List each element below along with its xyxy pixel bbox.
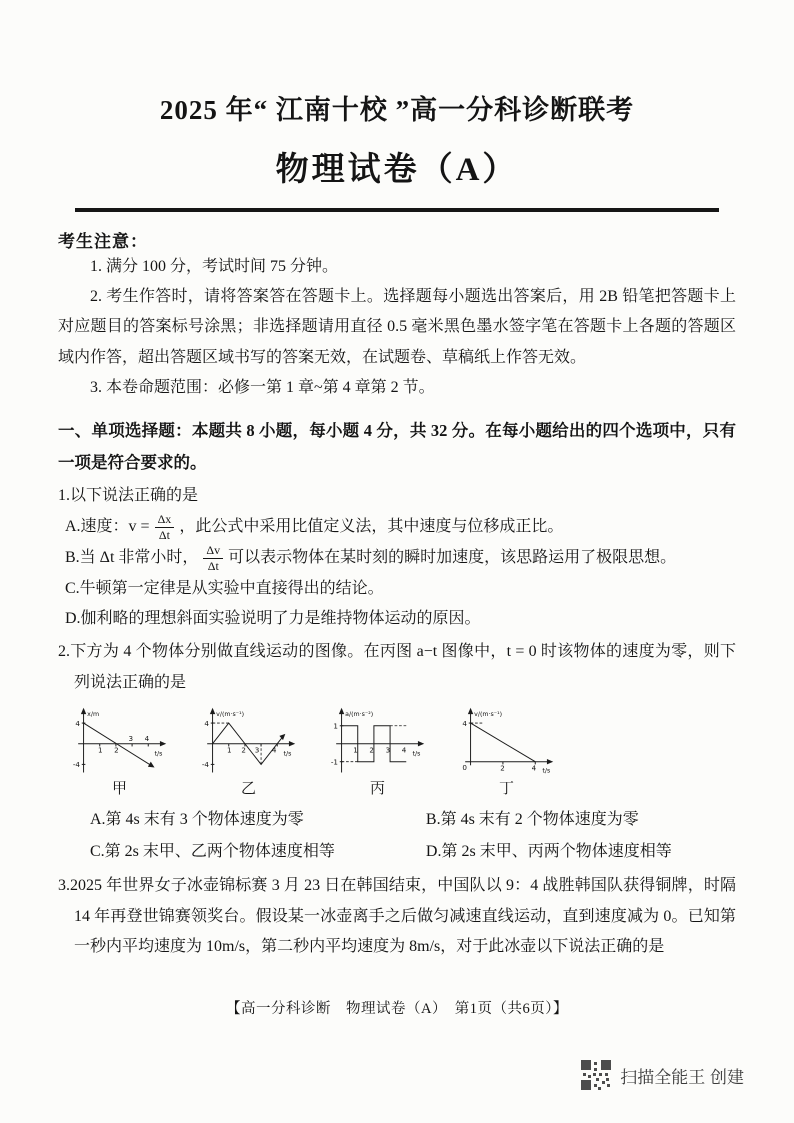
y-axis-label: a/(m·s⁻²) xyxy=(345,710,374,718)
fraction-denominator: Δt xyxy=(207,558,219,573)
q1-option-a-suffix: ，此公式中采用比值定义法，其中速度与位移成正比。 xyxy=(179,517,564,535)
y-axis-label: v/(m·s⁻¹) xyxy=(216,710,245,718)
y-axis-label: x/m xyxy=(87,710,100,718)
q2-options xyxy=(58,804,736,868)
q1-option-a-fraction xyxy=(155,512,175,543)
data-line xyxy=(471,723,536,762)
x-tick: 2 xyxy=(241,745,246,755)
graph-ding-figure xyxy=(449,706,564,776)
y-min-tick: -4 xyxy=(201,760,209,770)
scanner-credit-text: 扫描全能王 创建 xyxy=(620,1067,744,1087)
x-tick: 3 xyxy=(385,745,391,755)
notice-heading: 考生注意： xyxy=(58,231,148,251)
x-tick: 1 xyxy=(97,745,103,755)
q1-option-d: D.伽利略的理想斜面实验说明了力是维持物体运动的原因。 xyxy=(65,609,481,627)
notice-item-3: 3. 本卷命题范围：必修一第 1 章~第 4 章第 2 节。 xyxy=(90,379,435,397)
y-max-tick: 4 xyxy=(462,718,467,728)
y-max-tick: 1 xyxy=(333,721,338,731)
fraction-denominator: Δt xyxy=(158,527,170,542)
q2-option-a: A.第 4s 末有 3 个物体速度为零 xyxy=(90,811,304,829)
x-tick: 1 xyxy=(226,745,232,755)
exam-title: 2025 年“ 江南十校 ”高一分科诊断联考 xyxy=(159,95,635,125)
x-axis-label: t/s xyxy=(542,767,551,775)
title-divider xyxy=(75,208,719,212)
data-line xyxy=(84,723,155,767)
x-tick: 4 xyxy=(271,745,277,755)
graph-ding xyxy=(449,706,564,798)
y-max-tick: 4 xyxy=(75,718,80,728)
question-1-stem: 1.以下说法正确的是 xyxy=(58,487,199,505)
graph-jia-figure xyxy=(62,706,177,776)
y-min-tick: -4 xyxy=(72,760,80,770)
x-tick: 3 xyxy=(254,745,260,755)
exam-subtitle: 物理试卷（A） xyxy=(275,152,519,188)
x-axis-label: t/s xyxy=(154,750,163,758)
x-tick: 2 xyxy=(500,763,505,773)
graph-jia xyxy=(62,706,177,798)
q2-option-c: C.第 2s 末甲、乙两个物体速度相等 xyxy=(90,843,335,861)
graph-ding-label: 丁 xyxy=(498,781,514,798)
q1-option-b-suffix: 可以表示物体在某时刻的瞬时加速度，该思路运用了极限思想。 xyxy=(228,548,677,566)
origin-label: 0 xyxy=(462,762,467,772)
q2-graphs xyxy=(62,706,736,798)
scanner-credit xyxy=(581,1060,744,1090)
y-axis-label: v/(m·s⁻¹) xyxy=(474,710,503,718)
section-1-heading: 一、单项选择题：本题共 8 小题，每小题 4 分，共 32 分。在每小题给出的四个选项中，只有一项是符合要求的。 xyxy=(58,421,736,472)
q2-option-b: B.第 4s 末有 2 个物体速度为零 xyxy=(425,811,639,829)
notice-item-2: 2. 考生作答时，请将答案答在答题卡上。选择题每小题选出答案后，用 2B 铅笔把答题卡上对应题目的答案标号涂黑；非选择题请用直径 0.5 毫米黑色墨水签字笔在答题卡上各题的答题区域内作答，超出答题区域书写的答案无效，在试题卷、草稿纸上作答无效。 xyxy=(58,287,736,366)
x-axis-label: t/s xyxy=(412,750,421,758)
q2-option-d: D.第 2s 末甲、丙两个物体速度相等 xyxy=(425,843,672,861)
notice-item-1: 1. 满分 100 分，考试时间 75 分钟。 xyxy=(90,257,339,275)
x-tick: 2 xyxy=(114,745,119,755)
q1-option-b-fraction xyxy=(203,543,223,574)
x-tick: 4 xyxy=(401,745,407,755)
graph-yi-label: 乙 xyxy=(240,781,256,798)
graph-yi-figure xyxy=(191,706,306,776)
x-axis-label: t/s xyxy=(283,750,292,758)
y-min-tick: -1 xyxy=(330,757,338,767)
graph-bing-label: 丙 xyxy=(369,781,385,798)
question-3-stem: 3.2025 年世界女子冰壶锦标赛 3 月 23 日在韩国结束，中国队以 9：4 战胜韩国队获得铜牌，时隔 14 年再登世锦赛领奖台。假设某一冰壶离手之后做匀减速直线运动，直到速度减为 0。已知第一秒内平均速度为 10m/s，第二秒内平均速度为 8m/s，对于此冰壶以下说法正确的是 xyxy=(58,877,736,955)
graph-bing-figure xyxy=(320,706,435,776)
x-tick: 1 xyxy=(353,745,358,755)
fraction-numerator: Δv xyxy=(203,543,223,559)
x-tick: 3 xyxy=(128,734,134,744)
graph-jia-label: 甲 xyxy=(111,781,127,798)
question-2-stem: 2.下方为 4 个物体分别做直线运动的图像。在丙图 a−t 图像中，t = 0 时该物体的速度为零，则下列说法正确的是 xyxy=(58,643,736,691)
page-footer: 【高一分科诊断 物理试卷（A） 第1页（共6页）】 xyxy=(226,1001,568,1017)
q1-option-b xyxy=(58,543,736,574)
graph-yi xyxy=(191,706,306,798)
fraction-numerator: Δx xyxy=(155,512,175,528)
q1-option-a xyxy=(58,512,736,543)
qr-code-icon xyxy=(581,1060,611,1090)
y-max-tick: 4 xyxy=(204,718,209,728)
q1-option-a-prefix: A.速度：v = xyxy=(65,517,150,535)
q1-option-c: C.牛顿第一定律是从实验中直接得出的结论。 xyxy=(65,579,384,597)
x-tick: 4 xyxy=(144,734,150,744)
x-tick: 2 xyxy=(369,745,374,755)
graph-bing xyxy=(320,706,435,798)
q1-option-b-prefix: B.当 Δt 非常小时， xyxy=(65,548,199,566)
x-tick: 4 xyxy=(531,763,537,773)
